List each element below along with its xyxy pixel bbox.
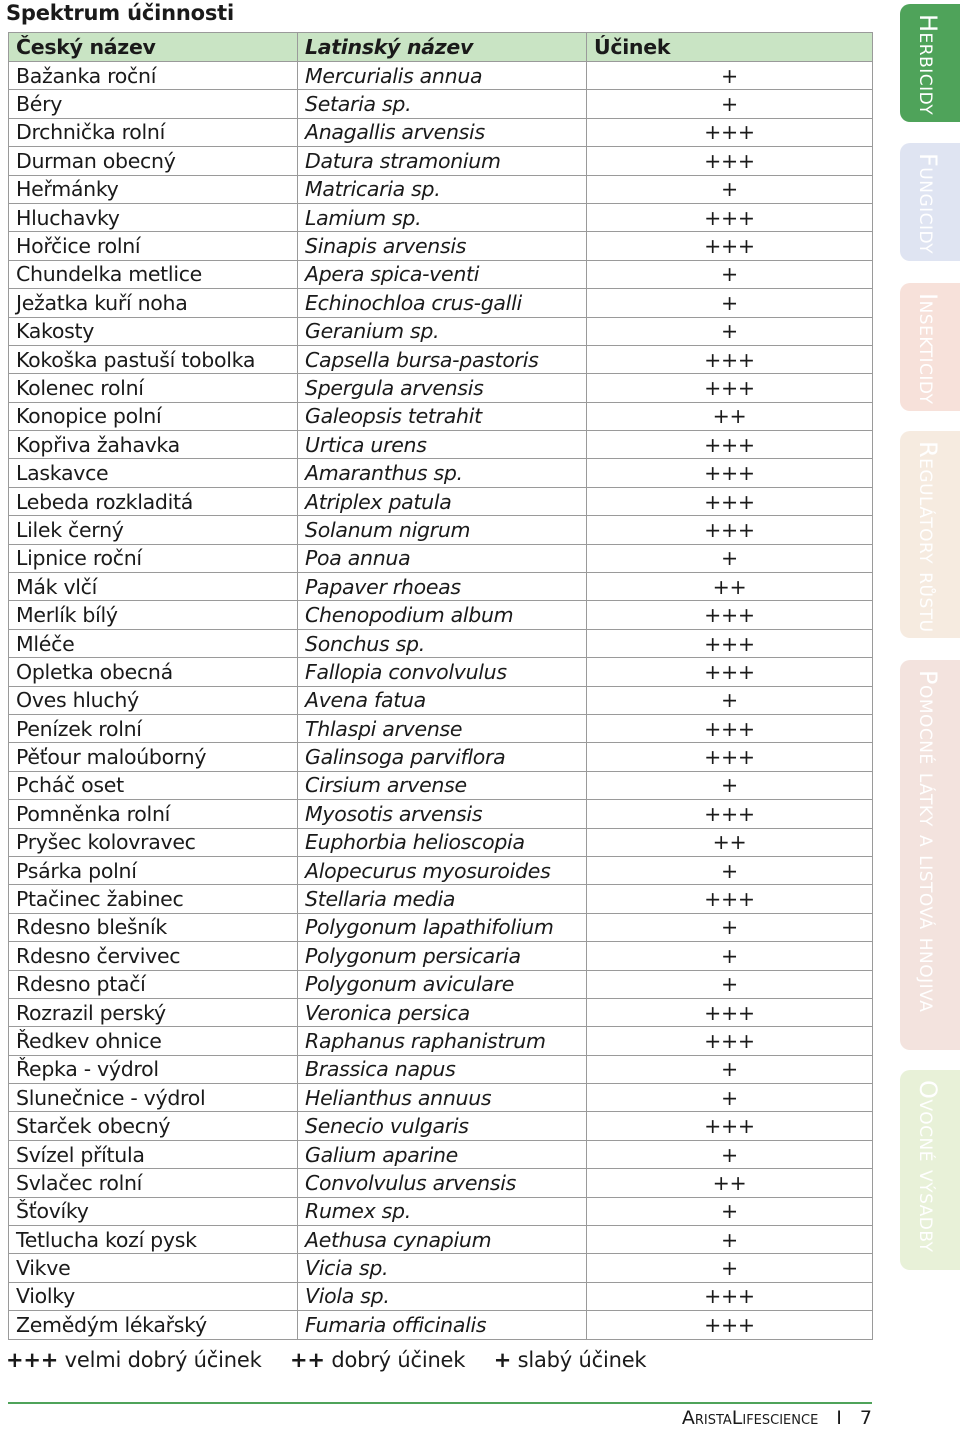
effect-cell: + (587, 1084, 873, 1112)
czech-name-cell: Pryšec kolovravec (9, 828, 298, 856)
tab-herbicidy[interactable] (900, 4, 960, 122)
czech-name-cell: Ptačinec žabinec (9, 885, 298, 913)
latin-name-cell: Capsella bursa-pastoris (298, 345, 587, 373)
czech-name-cell: Lebeda rozkladitá (9, 487, 298, 515)
effect-cell: +++ (587, 1112, 873, 1140)
table-row (9, 90, 873, 118)
czech-name-cell: Oves hluchý (9, 686, 298, 714)
table-row (9, 431, 873, 459)
czech-name-cell: Rdesno blešník (9, 913, 298, 941)
tab-label: Regulátory růstu (914, 441, 942, 633)
legend-item-weak (494, 1348, 647, 1372)
table-row (9, 714, 873, 742)
table-row (9, 1140, 873, 1168)
effect-cell: ++ (587, 573, 873, 601)
effect-cell: + (587, 1226, 873, 1254)
effect-cell: +++ (587, 998, 873, 1026)
effect-cell: +++ (587, 629, 873, 657)
czech-name-cell: Šťovíky (9, 1197, 298, 1225)
czech-name-cell: Opletka obecná (9, 658, 298, 686)
tab-insekticidy[interactable] (900, 283, 960, 411)
latin-name-cell: Thlaspi arvense (298, 714, 587, 742)
effect-cell: + (587, 771, 873, 799)
latin-name-cell: Fumaria officinalis (298, 1311, 587, 1339)
table-row (9, 175, 873, 203)
latin-name-cell: Geranium sp. (298, 317, 587, 345)
legend-item-good (290, 1348, 465, 1372)
effect-cell: + (587, 970, 873, 998)
table-row (9, 1112, 873, 1140)
legend-symbol: +++ (6, 1348, 59, 1372)
latin-name-cell: Cirsium arvense (298, 771, 587, 799)
czech-name-cell: Ježatka kuří noha (9, 289, 298, 317)
latin-name-cell: Echinochloa crus-galli (298, 289, 587, 317)
czech-name-cell: Bažanka roční (9, 62, 298, 90)
table-row (9, 544, 873, 572)
latin-name-cell: Anagallis arvensis (298, 118, 587, 146)
czech-name-cell: Řepka - výdrol (9, 1055, 298, 1083)
latin-name-cell: Senecio vulgaris (298, 1112, 587, 1140)
czech-name-cell: Rozrazil perský (9, 998, 298, 1026)
table-row (9, 743, 873, 771)
latin-name-cell: Viola sp. (298, 1282, 587, 1310)
table-row (9, 260, 873, 288)
table-row (9, 317, 873, 345)
table-row (9, 913, 873, 941)
effect-cell: ++ (587, 1169, 873, 1197)
tab-label: Ovocné výsadby (914, 1080, 942, 1253)
czech-name-cell: Heřmánky (9, 175, 298, 203)
latin-name-cell: Avena fatua (298, 686, 587, 714)
table-row (9, 1169, 873, 1197)
legend-symbol: ++ (290, 1348, 325, 1372)
czech-name-cell: Psárka polní (9, 856, 298, 884)
table-row (9, 1084, 873, 1112)
latin-name-cell: Polygonum aviculare (298, 970, 587, 998)
table-row (9, 998, 873, 1026)
effect-cell: +++ (587, 1311, 873, 1339)
legend-text: slabý účinek (517, 1348, 647, 1372)
czech-name-cell: Mléče (9, 629, 298, 657)
latin-name-cell: Matricaria sp. (298, 175, 587, 203)
latin-name-cell: Brassica napus (298, 1055, 587, 1083)
table-header-row (9, 33, 873, 62)
latin-name-cell: Galeopsis tetrahit (298, 402, 587, 430)
section-tabs (900, 0, 960, 1431)
table-row (9, 629, 873, 657)
effect-cell: + (587, 317, 873, 345)
effect-cell: + (587, 1197, 873, 1225)
table-row (9, 487, 873, 515)
table-row (9, 658, 873, 686)
effect-cell: + (587, 90, 873, 118)
effect-cell: +++ (587, 800, 873, 828)
czech-name-cell: Lilek černý (9, 516, 298, 544)
czech-name-cell: Svlačec rolní (9, 1169, 298, 1197)
tab-ovocne-vysadby[interactable] (900, 1070, 960, 1270)
latin-name-cell: Chenopodium album (298, 601, 587, 629)
czech-name-cell: Konopice polní (9, 402, 298, 430)
effect-cell: +++ (587, 345, 873, 373)
effect-cell: + (587, 1254, 873, 1282)
header-effect: Účinek (587, 33, 873, 62)
effect-cell: +++ (587, 487, 873, 515)
czech-name-cell: Rdesno ptačí (9, 970, 298, 998)
effect-cell: + (587, 942, 873, 970)
table-row (9, 573, 873, 601)
czech-name-cell: Svízel přítula (9, 1140, 298, 1168)
latin-name-cell: Vicia sp. (298, 1254, 587, 1282)
table-row (9, 828, 873, 856)
effect-cell: + (587, 260, 873, 288)
table-row (9, 374, 873, 402)
czech-name-cell: Kakosty (9, 317, 298, 345)
page-title: Spektrum účinnosti (6, 1, 234, 25)
czech-name-cell: Laskavce (9, 459, 298, 487)
effect-cell: +++ (587, 885, 873, 913)
latin-name-cell: Polygonum persicaria (298, 942, 587, 970)
table-row (9, 516, 873, 544)
efficacy-table (8, 32, 873, 1340)
effect-cell: +++ (587, 459, 873, 487)
effect-cell: +++ (587, 714, 873, 742)
effect-cell: + (587, 913, 873, 941)
table-row (9, 1282, 873, 1310)
czech-name-cell: Pcháč oset (9, 771, 298, 799)
czech-name-cell: Lipnice roční (9, 544, 298, 572)
latin-name-cell: Stellaria media (298, 885, 587, 913)
effect-cell: + (587, 1055, 873, 1083)
table-row (9, 856, 873, 884)
czech-name-cell: Pomněnka rolní (9, 800, 298, 828)
effect-cell: +++ (587, 516, 873, 544)
table-row (9, 232, 873, 260)
effect-cell: ++ (587, 402, 873, 430)
footer-divider (8, 1402, 872, 1404)
latin-name-cell: Setaria sp. (298, 90, 587, 118)
page-number: 7 (859, 1407, 872, 1429)
latin-name-cell: Raphanus raphanistrum (298, 1027, 587, 1055)
tab-fungicidy[interactable] (900, 143, 960, 261)
table-row (9, 800, 873, 828)
latin-name-cell: Convolvulus arvensis (298, 1169, 587, 1197)
effect-cell: +++ (587, 658, 873, 686)
latin-name-cell: Helianthus annuus (298, 1084, 587, 1112)
table-row (9, 147, 873, 175)
latin-name-cell: Spergula arvensis (298, 374, 587, 402)
table-row (9, 1311, 873, 1339)
tab-label: Pomocné látky a listová hnojiva (914, 670, 942, 1013)
effect-cell: + (587, 289, 873, 317)
table-row (9, 1027, 873, 1055)
latin-name-cell: Veronica persica (298, 998, 587, 1026)
czech-name-cell: Drchnička rolní (9, 118, 298, 146)
effect-cell: ++ (587, 828, 873, 856)
footer-separator: I (836, 1407, 842, 1429)
czech-name-cell: Vikve (9, 1254, 298, 1282)
table-row (9, 345, 873, 373)
latin-name-cell: Poa annua (298, 544, 587, 572)
effect-cell: +++ (587, 232, 873, 260)
czech-name-cell: Pěťour maloúborný (9, 743, 298, 771)
czech-name-cell: Slunečnice - výdrol (9, 1084, 298, 1112)
czech-name-cell: Rdesno červivec (9, 942, 298, 970)
effect-cell: + (587, 544, 873, 572)
czech-name-cell: Violky (9, 1282, 298, 1310)
czech-name-cell: Mák vlčí (9, 573, 298, 601)
czech-name-cell: Chundelka metlice (9, 260, 298, 288)
effect-cell: + (587, 175, 873, 203)
header-latin-name: Latinský název (298, 33, 587, 62)
effect-cell: +++ (587, 147, 873, 175)
table-row (9, 62, 873, 90)
table-row (9, 970, 873, 998)
czech-name-cell: Tetlucha kozí pysk (9, 1226, 298, 1254)
latin-name-cell: Urtica urens (298, 431, 587, 459)
czech-name-cell: Merlík bílý (9, 601, 298, 629)
table-row (9, 885, 873, 913)
effect-cell: + (587, 62, 873, 90)
latin-name-cell: Alopecurus myosuroides (298, 856, 587, 884)
legend-symbol: + (493, 1348, 512, 1372)
table-row (9, 771, 873, 799)
header-czech-name: Český název (9, 33, 298, 62)
effect-cell: +++ (587, 431, 873, 459)
tab-label: Herbicidy (914, 14, 942, 116)
effect-cell: +++ (587, 743, 873, 771)
effect-cell: +++ (587, 118, 873, 146)
effect-cell: +++ (587, 374, 873, 402)
tab-pomocne-latky[interactable] (900, 660, 960, 1050)
table-row (9, 1254, 873, 1282)
latin-name-cell: Aethusa cynapium (298, 1226, 587, 1254)
latin-name-cell: Euphorbia helioscopia (298, 828, 587, 856)
tab-regulatory-rustu[interactable] (900, 431, 960, 638)
czech-name-cell: Zemědým lékařský (9, 1311, 298, 1339)
effect-cell: + (587, 856, 873, 884)
czech-name-cell: Kokoška pastuší tobolka (9, 345, 298, 373)
latin-name-cell: Galinsoga parviflora (298, 743, 587, 771)
table-row (9, 942, 873, 970)
latin-name-cell: Datura stramonium (298, 147, 587, 175)
latin-name-cell: Myosotis arvensis (298, 800, 587, 828)
table-row (9, 402, 873, 430)
latin-name-cell: Polygonum lapathifolium (298, 913, 587, 941)
table-row (9, 289, 873, 317)
czech-name-cell: Ředkev ohnice (9, 1027, 298, 1055)
effect-cell: +++ (587, 203, 873, 231)
czech-name-cell: Hořčice rolní (9, 232, 298, 260)
latin-name-cell: Atriplex patula (298, 487, 587, 515)
czech-name-cell: Starček obecný (9, 1112, 298, 1140)
latin-name-cell: Apera spica-venti (298, 260, 587, 288)
latin-name-cell: Sinapis arvensis (298, 232, 587, 260)
table-row (9, 1055, 873, 1083)
czech-name-cell: Béry (9, 90, 298, 118)
effect-cell: +++ (587, 1027, 873, 1055)
czech-name-cell: Hluchavky (9, 203, 298, 231)
effect-cell: + (587, 1140, 873, 1168)
czech-name-cell: Penízek rolní (9, 714, 298, 742)
footer (682, 1407, 872, 1429)
tab-label: Insekticidy (914, 293, 942, 405)
legend-item-strong (6, 1348, 262, 1372)
effect-cell: + (587, 686, 873, 714)
table-row (9, 118, 873, 146)
table-body (9, 62, 873, 1340)
tab-label: Fungicidy (914, 153, 942, 255)
latin-name-cell: Amaranthus sp. (298, 459, 587, 487)
effect-cell: +++ (587, 1282, 873, 1310)
table-row (9, 1226, 873, 1254)
table-row (9, 601, 873, 629)
czech-name-cell: Kopřiva žahavka (9, 431, 298, 459)
legend-text: velmi dobrý účinek (64, 1348, 262, 1372)
latin-name-cell: Rumex sp. (298, 1197, 587, 1225)
latin-name-cell: Galium aparine (298, 1140, 587, 1168)
latin-name-cell: Solanum nigrum (298, 516, 587, 544)
brand-name: AristaLifescience (681, 1407, 819, 1429)
table-row (9, 459, 873, 487)
latin-name-cell: Sonchus sp. (298, 629, 587, 657)
effect-cell: +++ (587, 601, 873, 629)
latin-name-cell: Mercurialis annua (298, 62, 587, 90)
legend-text: dobrý účinek (331, 1348, 466, 1372)
latin-name-cell: Fallopia convolvulus (298, 658, 587, 686)
table-row (9, 686, 873, 714)
czech-name-cell: Kolenec rolní (9, 374, 298, 402)
latin-name-cell: Lamium sp. (298, 203, 587, 231)
table-row (9, 1197, 873, 1225)
table-row (9, 203, 873, 231)
czech-name-cell: Durman obecný (9, 147, 298, 175)
legend (6, 1348, 668, 1372)
latin-name-cell: Papaver rhoeas (298, 573, 587, 601)
